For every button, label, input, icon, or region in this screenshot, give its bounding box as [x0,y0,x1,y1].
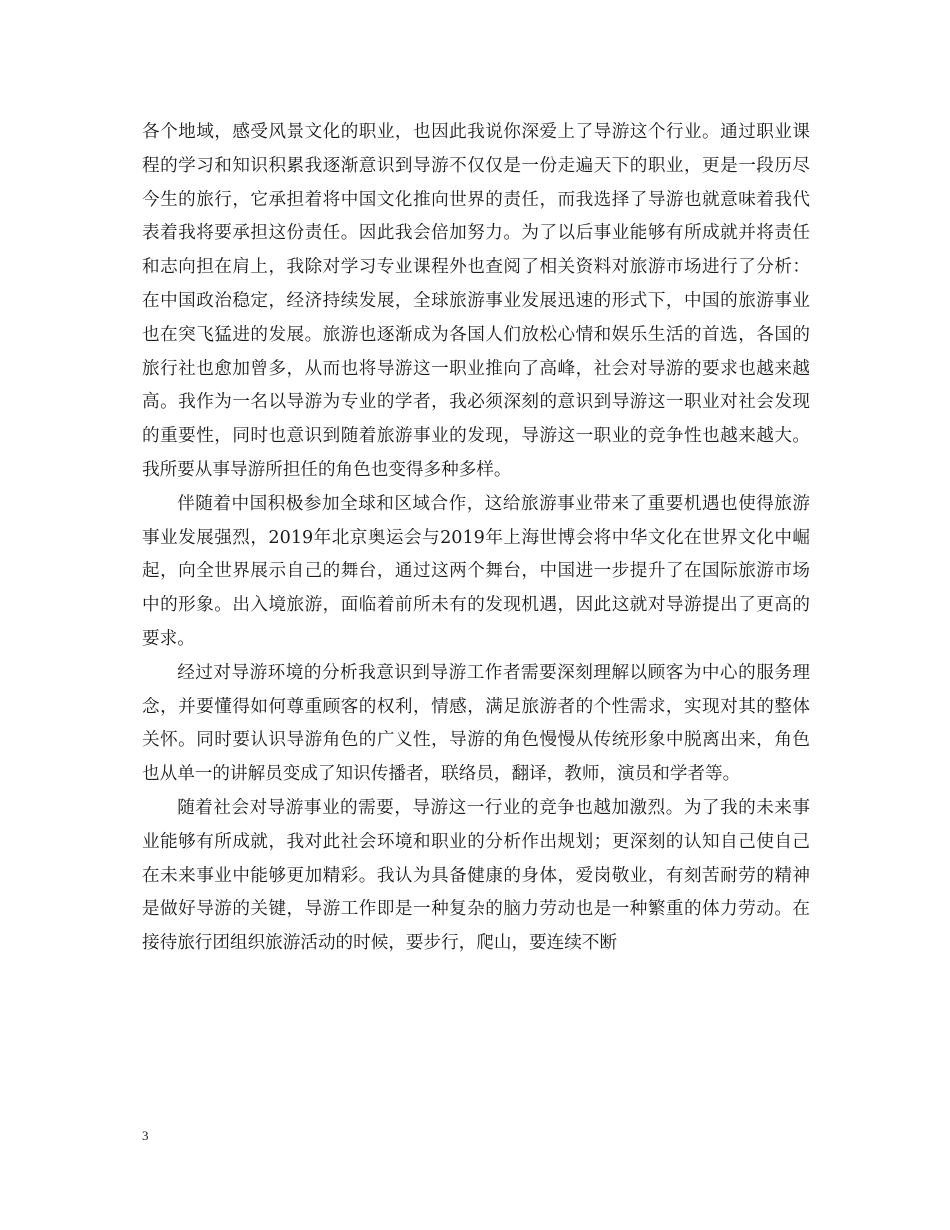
paragraph-continued: 各个地域，感受风景文化的职业，也因此我说你深爱上了导游这个行业。通过职业课程的学习和知识积累我逐渐意识到导游不仅仅是一份走遍天下的职业，更是一段历尽今生的旅行，它承担着将中国文化推向世界的责任，而我选择了导游也就意味着我代表着我将要承担这份责任。因此我会倍加努力。为了以后事业能够有所成就并将责任和志向担在肩上，我除对学习专业课程外也查阅了相关资料对旅游市场进行了分析：在中国政治稳定，经济持续发展，全球旅游事业发展迅速的形式下，中国的旅游事业也在突飞猛进的发展。旅游也逐渐成为各国人们放松心情和娱乐生活的首选，各国的旅行社也愈加曾多，从而也将导游这一职业推向了高峰，社会对导游的要求也越来越高。我作为一名以导游为专业的学者，我必须深刻的意识到导游这一职业对社会发现的重要性，同时也意识到随着旅游事业的发现，导游这一职业的竞争性也越来越大。我所要从事导游所担任的角色也变得多种多样。 [142,122,810,480]
body-text [142,116,810,961]
paragraph: 随着社会对导游事业的需要，导游这一行业的竞争也越加激烈。为了我的未来事业能够有所成就，我对此社会环境和职业的分析作出规划；更深刻的认知自己使自己在未来事业中能够更加精彩。我认为具备健康的身体，爱岗敬业，有刻苦耐劳的精神是做好导游的关键，导游工作即是一种复杂的脑力劳动也是一种繁重的体力劳动。在接待旅行团组织旅游活动的时候，要步行，爬山，要连续不断 [142,797,810,954]
paragraph: 伴随着中国积极参加全球和区域合作，这给旅游事业带来了重要机遇也使得旅游事业发展强烈，2019年北京奥运会与2019年上海世博会将中华文化在世界文化中崛起，向全世界展示自己的舞台，通过这两个舞台，中国进一步提升了在国际旅游市场中的形象。出入境旅游，面临着前所未有的发现机遇，因此这就对导游提出了更高的要求。 [142,493,810,649]
page-number: 3 [142,1128,149,1143]
paragraph: 经过对导游环境的分析我意识到导游工作者需要深刻理解以顾客为中心的服务理念，并要懂得如何尊重顾客的权利，情感，满足旅游者的个性需求，实现对其的整体关怀。同时要认识导游角色的广义性，导游的角色慢慢从传统形象中脱离出来，角色也从单一的讲解员变成了知识传播者，联络员，翻译，教师，演员和学者等。 [142,662,810,785]
